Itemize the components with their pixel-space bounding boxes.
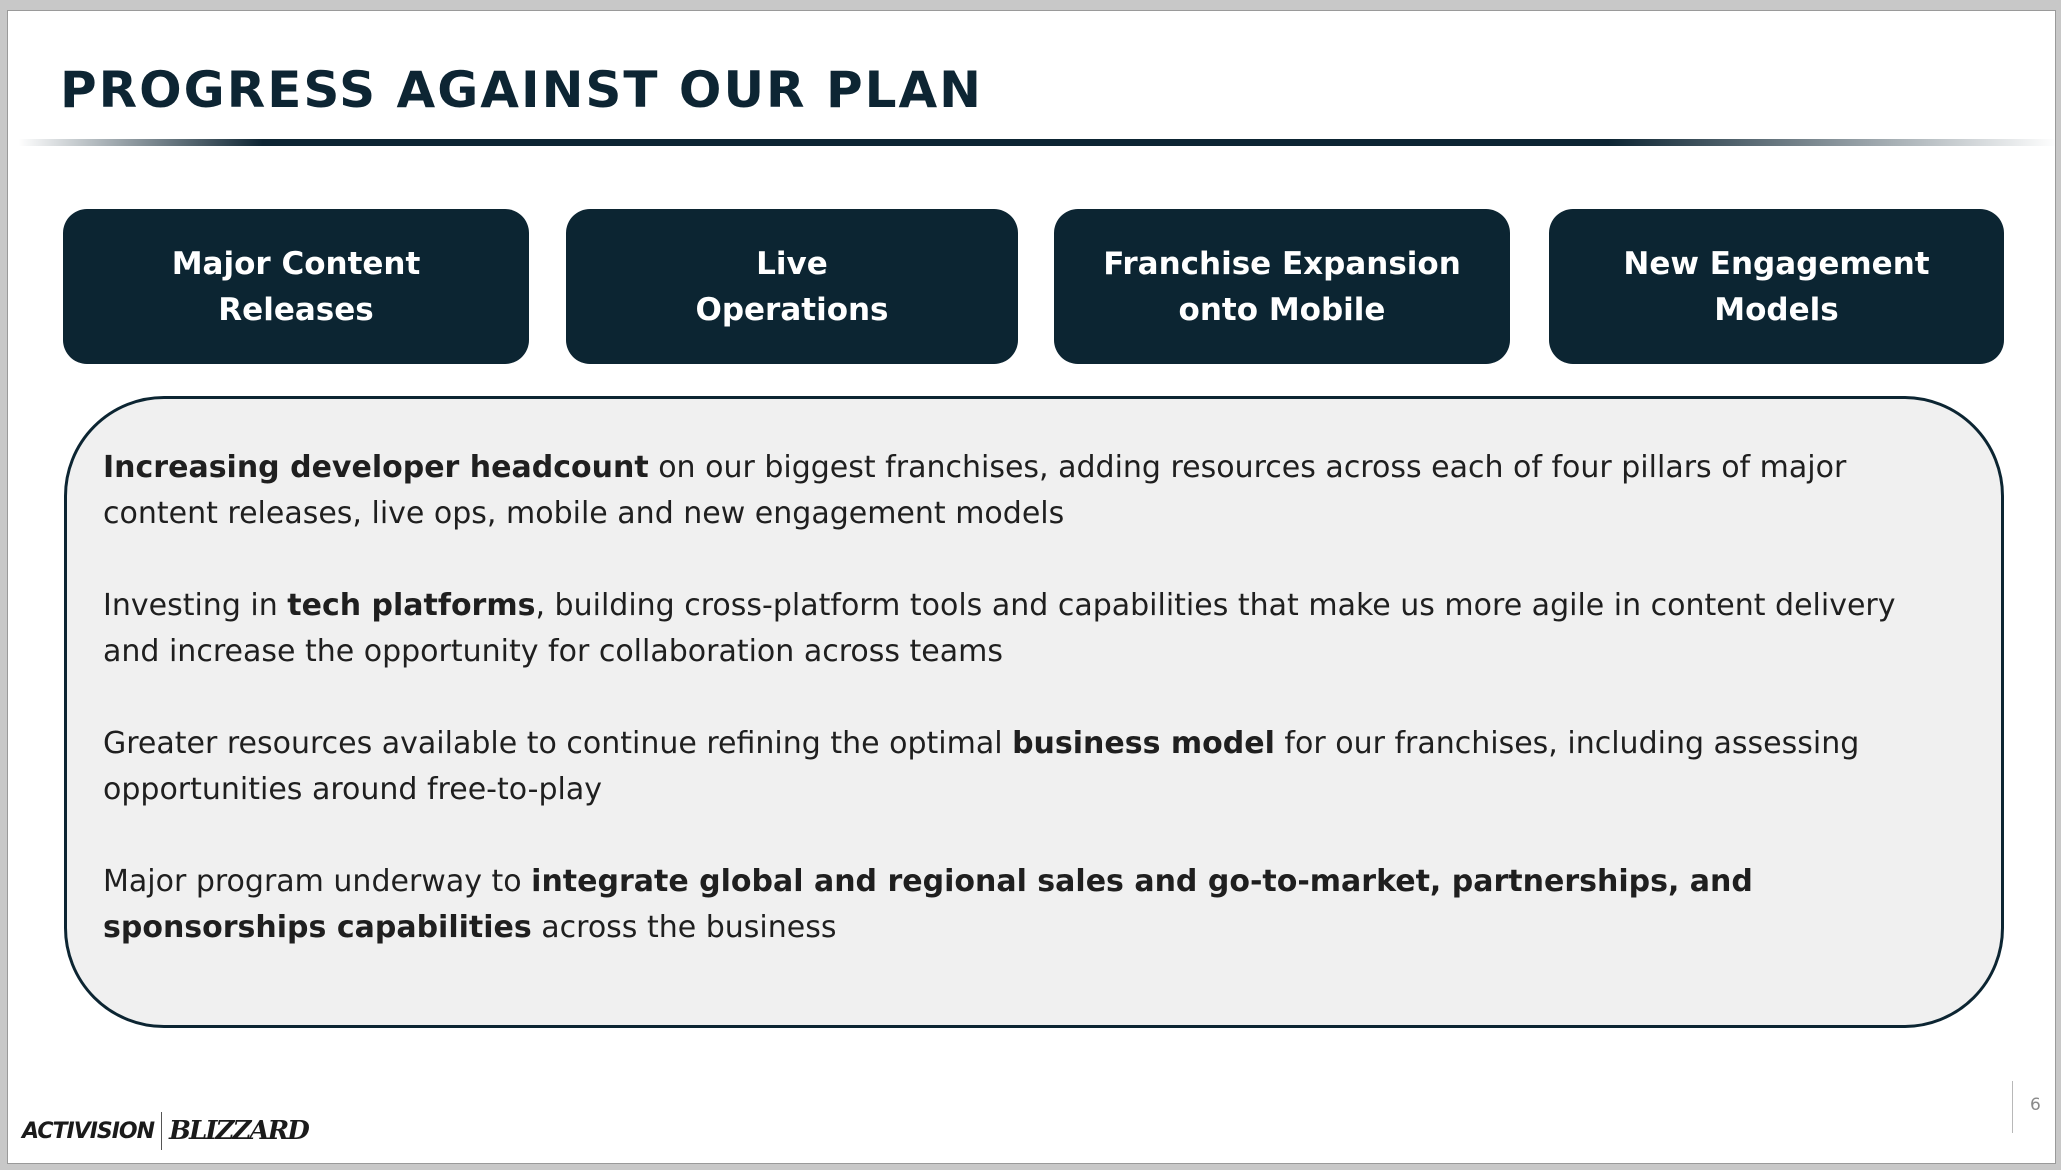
paragraph-text: across the business	[531, 910, 837, 945]
pillar-label-line1: Live	[756, 245, 828, 282]
progress-details-box	[64, 396, 2004, 1028]
blizzard-wordmark: BLIZZARD	[169, 1116, 308, 1146]
pillar-row	[63, 209, 2005, 364]
pillar-label-line1: Franchise Expansion	[1103, 245, 1461, 282]
logo-divider	[161, 1112, 162, 1150]
pillar-label-line1: New Engagement	[1623, 245, 1930, 282]
paragraph-text: , building cross-platform tools and capabilities that make us more agile in content delivery and increase the opportunity for collaboration across teams	[103, 588, 1896, 669]
paragraph-emphasis: Increasing developer headcount	[103, 450, 649, 485]
paragraph-text: Investing in	[103, 588, 288, 623]
title-divider	[18, 139, 2057, 146]
paragraph-emphasis: business model	[1012, 726, 1275, 761]
paragraph-business-model	[103, 721, 1961, 813]
paragraph-developer-headcount	[103, 445, 1961, 537]
slide-title: PROGRESS AGAINST OUR PLAN	[60, 61, 983, 119]
paragraph-text: Major program underway to	[103, 864, 532, 899]
pillar-live-operations	[566, 209, 1018, 364]
pillar-new-engagement-models	[1549, 209, 2004, 364]
pillar-major-content-releases	[63, 209, 529, 364]
activision-wordmark: ACTIVISION	[22, 1118, 155, 1144]
paragraph-emphasis: tech platforms	[287, 588, 536, 623]
pillar-label-line2: Releases	[218, 291, 374, 328]
paragraph-text: for our franchises, including assessing opportunities around free-to-play	[103, 726, 1860, 807]
page-number-divider	[2012, 1081, 2013, 1133]
slide	[7, 10, 2056, 1164]
pillar-label-line1: Major Content	[171, 245, 421, 282]
paragraph-sales-integration	[103, 859, 1961, 951]
pillar-label-line2: Operations	[695, 291, 889, 328]
activision-blizzard-logo	[22, 1109, 308, 1153]
paragraph-emphasis: integrate global and regional sales and go-to-market, partnerships, and sponsorships capabilities	[103, 864, 1753, 945]
paragraph-text: on our biggest franchises, adding resources across each of four pillars of major content releases, live ops, mobile and new engagement models	[103, 450, 1847, 531]
paragraph-text: Greater resources available to continue refining the optimal	[103, 726, 1013, 761]
pillar-label-line2: onto Mobile	[1178, 291, 1386, 328]
pillar-label-line2: Models	[1714, 291, 1839, 328]
paragraph-tech-platforms	[103, 583, 1961, 675]
page-number: 6	[2030, 1095, 2041, 1115]
pillar-franchise-expansion-mobile	[1054, 209, 1510, 364]
